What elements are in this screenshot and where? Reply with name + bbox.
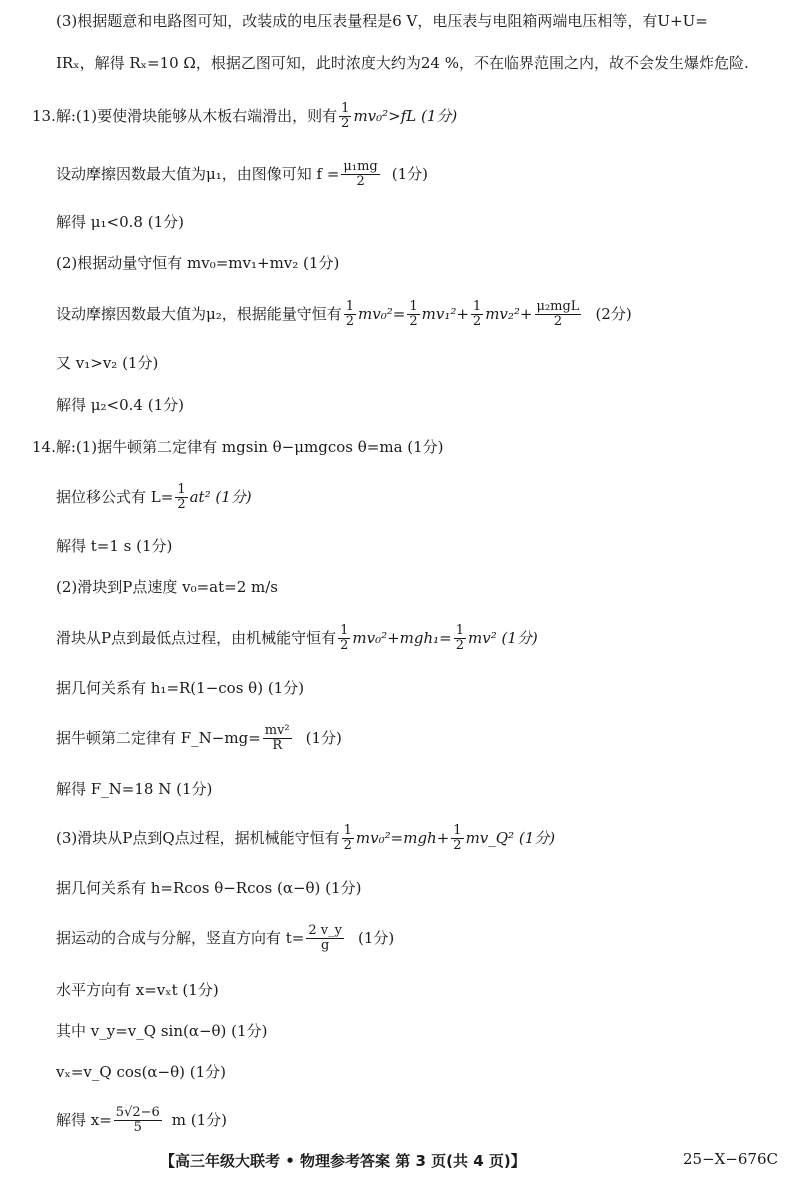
- text-line: 解得 μ₁<0.8 (1分): [56, 213, 184, 231]
- text-line: (3)根据题意和电路图可知，改装成的电压表量程是6 V，电压表与电阻箱两端电压相等，有U+U=: [56, 12, 708, 30]
- text-line: (2)滑块到P点速度 v₀=at=2 m/s: [56, 578, 278, 596]
- text-line: (2)根据动量守恒有 mv₀=mv₁+mv₂ (1分): [56, 254, 340, 272]
- text-line: 解得 t=1 s (1分): [56, 537, 173, 555]
- text-line: 据运动的合成与分解，竖直方向有 t= $\frac{2 v\_y}{g}$ (1分): [56, 923, 395, 953]
- text-line: vₓ=v_Q cos(α−θ) (1分): [56, 1063, 227, 1081]
- text-line: 据几何关系有 h₁=R(1−cos θ) (1分): [56, 679, 305, 697]
- fraction: $\frac{5√2-6}{5}$: [115, 1105, 160, 1135]
- fraction: $\frac{1}{2}$: [472, 299, 482, 329]
- text-line: 其中 v_y=v_Q sin(α−θ) (1分): [56, 1022, 268, 1040]
- text-line: 据几何关系有 h=Rcos θ−Rcos (α−θ) (1分): [56, 879, 362, 897]
- fraction: $\frac{2 v\_y}{g}$: [308, 923, 342, 953]
- text-line: 13.解:(1)要使滑块能够从木板右端滑出，则有 $\frac{1}{2}$ mv₀²>fL (1分): [32, 101, 458, 131]
- text-line: 据位移公式有 L= $\frac{1}{2}$ at² (1分): [56, 482, 252, 512]
- fraction: $\frac{\text{μ₁mg}}{2}$: [343, 159, 378, 189]
- text-line: 解得 x= $\frac{5√2-6}{5}$ m (1分): [56, 1105, 228, 1135]
- fraction: $\frac{1}{2}$: [341, 101, 350, 131]
- text-line: 解得 μ₂<0.4 (1分): [56, 396, 184, 414]
- footer-code: 25−X−676C: [682, 1150, 778, 1168]
- fraction: $\frac{1}{2}$: [453, 823, 462, 853]
- fraction: $\frac{1}{2}$: [343, 823, 352, 853]
- fraction: $\frac{1}{2}$: [455, 623, 465, 653]
- text-line: 据牛顿第二定律有 F_N−mg= $\frac{\text{mv²}}{R}$ (1分): [56, 723, 342, 753]
- fraction: $\frac{1}{2}$: [177, 482, 186, 512]
- fraction: $\frac{1}{2}$: [345, 299, 355, 329]
- text-line: 设动摩擦因数最大值为μ₁，由图像可知 f = $\frac{\text{μ₁mg}}{2}$ (1分): [56, 159, 428, 189]
- footer-title: 【高三年级大联考 • 物理参考答案 第 3 页(共 4 页)】: [160, 1152, 526, 1170]
- text-line: 设动摩擦因数最大值为μ₂，根据能量守恒有 $\frac{1}{2}$ mv₀²= $\frac{1}{2}$ mv₁²+ $\frac{1}{2}$ mv₂²+ $\frac{\text{μ₂mgL}}{2}$ (2分): [56, 299, 632, 329]
- text-line: 水平方向有 x=vₓt (1分): [56, 981, 219, 999]
- page-footer: [0, 1150, 800, 1174]
- text-line: 滑块从P点到最低点过程，由机械能守恒有 $\frac{1}{2}$ mv₀²+mgh₁= $\frac{1}{2}$ mv² (1分): [56, 623, 538, 653]
- text-line: 又 v₁>v₂ (1分): [56, 354, 159, 372]
- fraction: $\frac{\text{mv²}}{R}$: [264, 723, 290, 753]
- text-line: 14.解:(1)据牛顿第二定律有 mgsin θ−μmgcos θ=ma (1分): [32, 438, 444, 456]
- fraction: $\frac{\text{μ₂mgL}}{2}$: [536, 299, 580, 329]
- text-line: IRₓ，解得 Rₓ=10 Ω，根据乙图可知，此时浓度大约为24 %，不在临界范围之内，故不会发生爆炸危险.: [56, 54, 749, 72]
- text-line: (3)滑块从P点到Q点过程，据机械能守恒有 $\frac{1}{2}$ mv₀²=mgh+ $\frac{1}{2}$ mv_Q² (1分): [56, 823, 556, 853]
- fraction: $\frac{1}{2}$: [409, 299, 418, 329]
- fraction: $\frac{1}{2}$: [340, 623, 349, 653]
- text-line: 解得 F_N=18 N (1分): [56, 780, 213, 798]
